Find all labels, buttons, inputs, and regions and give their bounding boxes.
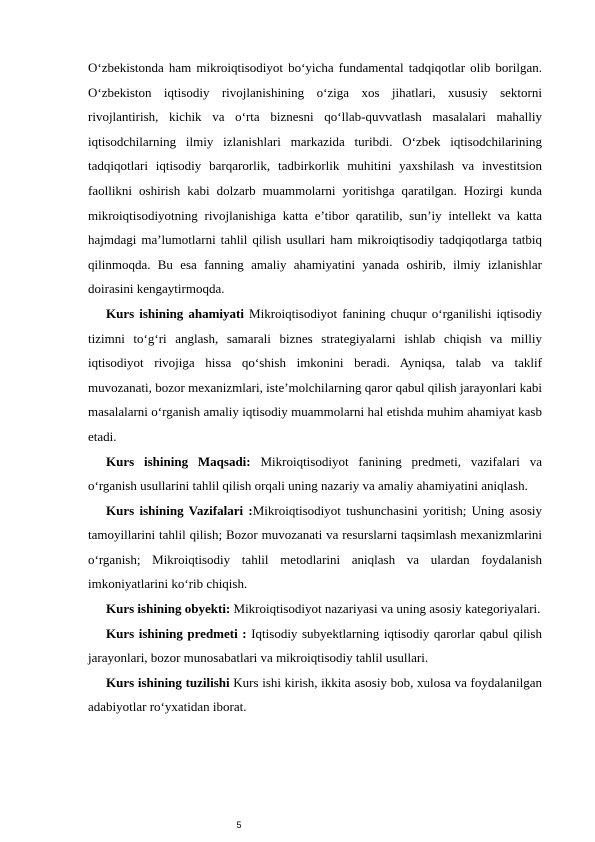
section-heading-object: Kurs ishining obyekti: xyxy=(106,601,231,617)
section-text-subject: Iqtisodiy subyektlarning iqtisodiy qarorlar qabul qilish jarayonlari, bozor munosabatlari va mikroiqtisodiy tahlil usullari. xyxy=(88,625,542,666)
section-text-significance: Mikroiqtisodiyot fanining chuqur o‘rganilishi iqtisodiy tizimni to‘g‘ri anglash, samarali biznes strategiyalarni ishlab chiqish va milliy iqtisodiyot rivojiga hissa qo‘shish imkonini beradi. Ayniqsa, talab va taklif muvozanati, bozor mexanizmlari, iste’molchilarning qaror qabul qilish jarayonlari kabi masalalarni o‘rganish amaliy iqtisodiy muammolarni hal etishda muhim ahamiyat kasb etadi. xyxy=(88,305,542,444)
section-heading-subject: Kurs ishining predmeti : xyxy=(106,625,247,641)
section-text-goal: Mikroiqtisodiyot fanining predmeti, vazifalari va o‘rganish usullarini tahlil qilish orqali uning nazariy va amaliy ahamiyatini aniqlash. xyxy=(88,453,542,494)
document-page xyxy=(88,56,542,720)
section-heading-structure: Kurs ishining tuzilishi xyxy=(106,674,230,690)
section-structure xyxy=(88,671,542,720)
section-subject xyxy=(88,622,542,671)
section-tasks xyxy=(88,499,542,597)
section-text-tasks: Mikroiqtisodiyot tushunchasini yoritish; Uning asosiy tamoyillarini tahlil qilish; Bozor muvozanati va resurslarni taqsimlash mexanizmlarini o‘rganish; Mikroiqtisodiy tahlil metodlarini aniqlash va ulardan foydalanish imkoniyatlarini ko‘rib chiqish. xyxy=(88,502,542,592)
section-text-structure: Kurs ishi kirish, ikkita asosiy bob, xulosa va foydalanilgan adabiyotlar ro‘yxatidan iborat. xyxy=(88,674,542,715)
page-number: 5 xyxy=(236,820,242,830)
section-text-object: Mikroiqtisodiyot nazariyasi va uning asosiy kategoriyalari. xyxy=(230,601,541,617)
section-goal xyxy=(88,450,542,499)
section-heading-significance: Kurs ishining ahamiyati xyxy=(106,305,244,321)
section-heading-goal: Kurs ishining Maqsadi: xyxy=(106,453,251,469)
section-significance xyxy=(88,302,542,450)
section-heading-tasks: Kurs ishining Vazifalari : xyxy=(106,502,253,518)
section-object xyxy=(88,597,542,622)
intro-paragraph: O‘zbekistonda ham mikroiqtisodiyot bo‘yicha fundamental tadqiqotlar olib borilgan. O‘zbekiston iqtisodiy rivojlanishining o‘ziga xos jihatlari, xususiy sektorni rivojlantirish, kichik va o‘rta biznesni qo‘llab-quvvatlash masalalari mahalliy iqtisodchilarning ilmiy izlanishlari markazida turibdi. O‘zbek iqtisodchilarining tadqiqotlari iqtisodiy barqarorlik, tadbirkorlik muhitini yaxshilash va investitsion faollikni oshirish kabi dolzarb muammolarni yoritishga qaratilgan. Hozirgi kunda mikroiqtisodiyotning rivojlanishiga katta e’tibor qaratilib, sun’iy intellekt va katta hajmdagi ma’lumotlarni tahlil qilish usullari ham mikroiqtisodiy tadqiqotlarga tatbiq qilinmoqda. Bu esa fanning amaliy ahamiyatini yanada oshirib, ilmiy izlanishlar doirasini kengaytirmoqda. xyxy=(88,60,542,297)
